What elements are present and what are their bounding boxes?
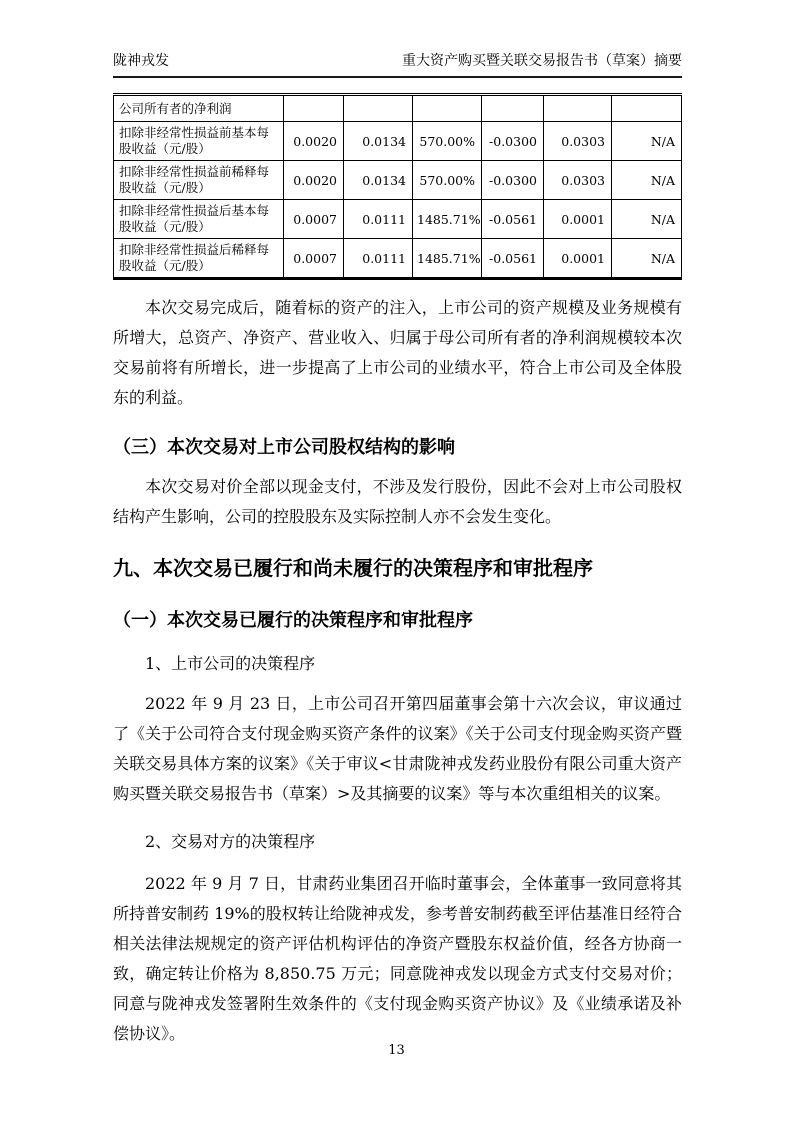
- cell-value: N/A: [612, 200, 682, 239]
- row-label: 扣除非经常性损益后基本每股收益（元/股）: [114, 200, 284, 239]
- table-row: [114, 122, 682, 161]
- cell-value: -0.0300: [482, 122, 544, 161]
- paragraph-transaction-effect: 本次交易完成后，随着标的资产的注入，上市公司的资产规模及业务规模有所增大，总资产、净资产、营业收入、归属于母公司所有者的净利润规模较本次交易前将有所增长，进一步提高了上市公司的业绩水平，符合上市公司及全体股东的利益。: [113, 298, 682, 407]
- cell-value: 0.0303: [544, 122, 612, 161]
- cell-value: 0.0020: [284, 161, 344, 200]
- cell-value: [413, 95, 482, 122]
- row-label: 扣除非经常性损益前基本每股收益（元/股）: [114, 122, 284, 161]
- section-heading-equity-structure: （三）本次交易对上市公司股权结构的影响: [113, 437, 455, 458]
- page-header: [113, 53, 682, 78]
- subsection-counterparty-procedure: 2、交易对方的决策程序: [145, 832, 316, 851]
- cell-value: 570.00%: [413, 161, 482, 200]
- paragraph-equity-structure: 本次交易对价全部以现金支付，不涉及发行股份，因此不会对上市公司股权结构产生影响，公司的控股股东及实际控制人亦不会发生变化。: [113, 477, 682, 526]
- header-company-name: 陇神戎发: [113, 53, 169, 69]
- cell-value: 0.0007: [284, 239, 344, 279]
- cell-value: 0.0303: [544, 161, 612, 200]
- header-document-title: 重大资产购买暨关联交易报告书（草案）摘要: [402, 53, 682, 69]
- cell-value: [344, 95, 413, 122]
- cell-value: 0.0001: [544, 200, 612, 239]
- subsection-listed-company-procedure: 1、上市公司的决策程序: [145, 654, 316, 673]
- cell-value: 0.0111: [344, 200, 413, 239]
- cell-value: -0.0561: [482, 239, 544, 279]
- cell-value: [284, 95, 344, 122]
- cell-value: [544, 95, 612, 122]
- cell-value: 0.0001: [544, 239, 612, 279]
- table-row: [114, 161, 682, 200]
- cell-value: [482, 95, 544, 122]
- row-label: 公司所有者的净利润: [114, 95, 284, 122]
- cell-value: 0.0007: [284, 200, 344, 239]
- cell-value: 0.0111: [344, 239, 413, 279]
- table-row: [114, 95, 682, 122]
- table-row: [114, 200, 682, 239]
- section-heading-procedures: 九、本次交易已履行和尚未履行的决策程序和审批程序: [113, 556, 593, 580]
- cell-value: 570.00%: [413, 122, 482, 161]
- cell-value: N/A: [612, 161, 682, 200]
- paragraph-counterparty-resolution: 2022 年 9 月 7 日，甘肃药业集团召开临时董事会，全体董事一致同意将其所持普安制药 19%的股权转让给陇神戎发，参考普安制药截至评估基准日经符合相关法律法规规定的资产评估机构评估的净资产暨股东权益价值，经各方协商一致，确定转让价格为 8,850.75 万元；同意陇神戎发以现金方式支付交易对价；同意与陇神戎发签署附生效条件的《支付现金购买资产协议》及《业绩承诺及补偿协议》。: [113, 874, 682, 1043]
- financial-table: [113, 93, 682, 280]
- paragraph-board-meeting: 2022 年 9 月 23 日，上市公司召开第四届董事会第十六次会议，审议通过了《关于公司符合支付现金购买资产条件的议案》《关于公司支付现金购买资产暨关联交易具体方案的议案》《关于审议<甘肃陇神戎发药业股份有限公司重大资产购买暨关联交易报告书（草案）>及其摘要的议案》等与本次重组相关的议案。: [113, 694, 682, 803]
- row-label: 扣除非经常性损益后稀释每股收益（元/股）: [114, 239, 284, 279]
- cell-value: 0.0134: [344, 161, 413, 200]
- cell-value: -0.0561: [482, 200, 544, 239]
- cell-value: N/A: [612, 122, 682, 161]
- page-number: 13: [388, 1043, 405, 1058]
- row-label: 扣除非经常性损益前稀释每股收益（元/股）: [114, 161, 284, 200]
- table-row: [114, 239, 682, 279]
- cell-value: 0.0020: [284, 122, 344, 161]
- cell-value: 1485.71%: [413, 239, 482, 279]
- cell-value: -0.0300: [482, 161, 544, 200]
- cell-value: [612, 95, 682, 122]
- cell-value: 0.0134: [344, 122, 413, 161]
- cell-value: N/A: [612, 239, 682, 279]
- cell-value: 1485.71%: [413, 200, 482, 239]
- section-heading-completed-procedures: （一）本次交易已履行的决策程序和审批程序: [113, 610, 473, 631]
